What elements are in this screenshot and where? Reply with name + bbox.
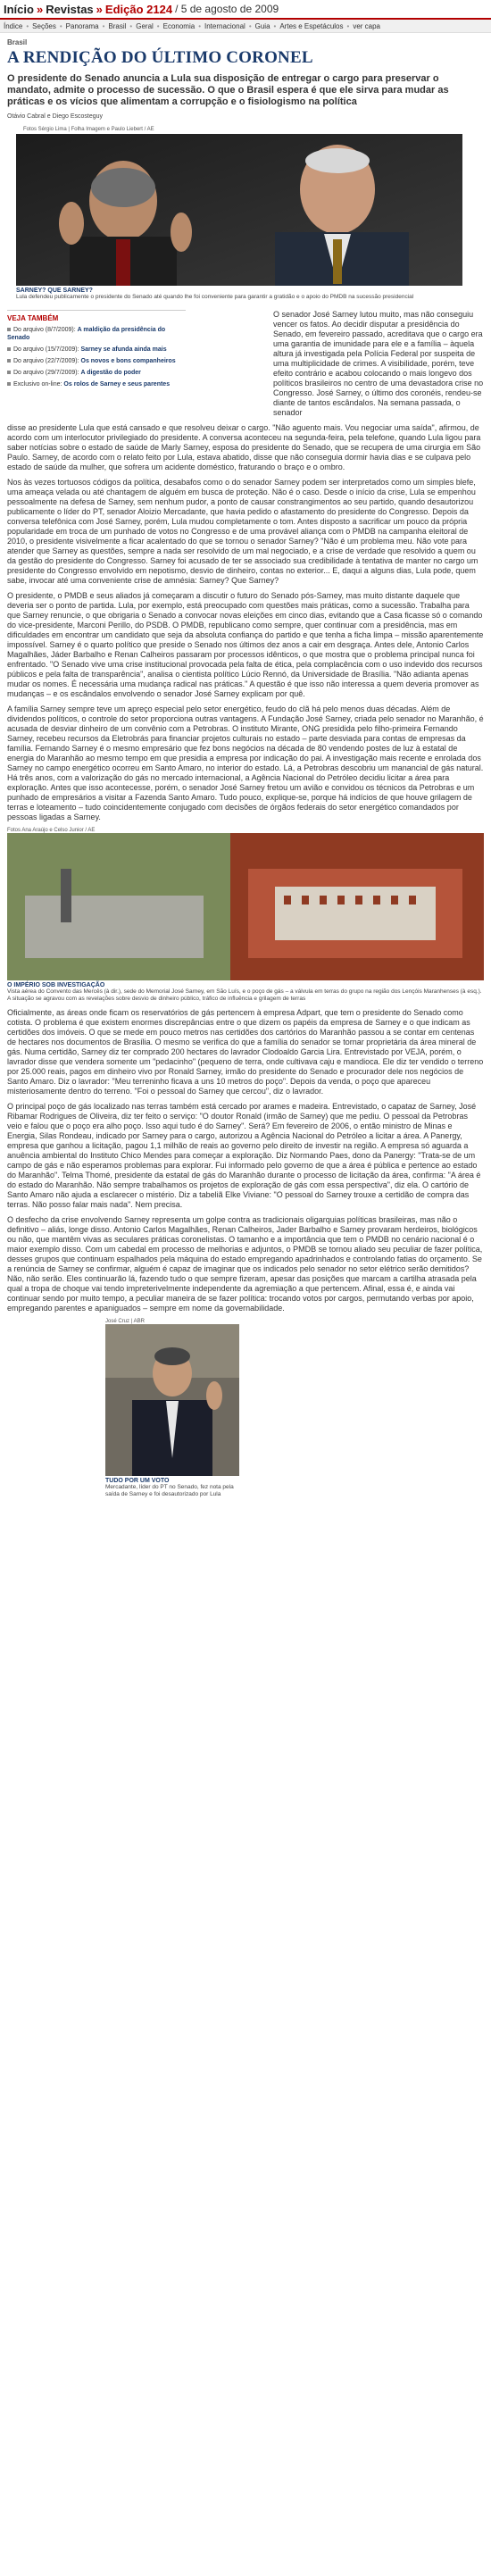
- convent-gas-photo: [7, 833, 484, 980]
- see-also-row: [7, 310, 484, 418]
- see-also-box: [7, 310, 186, 418]
- section-label: Brasil: [7, 38, 28, 46]
- bullet-icon: [7, 371, 11, 374]
- paragraph-4: A família Sarney sempre teve um apreço especial pelo setor energético, feudo do clã há pelo menos duas décadas. Além de dividendos políticos, o controle do setor proporciona outras vantagens. A Fundação José Sarney, criada pelo senador no Maranhão, é acusada de desviar dinheiro de um convênio com a Petrobras. O instituto Mirante, ONG presidida pelo filho-primeira Fernando Sarney, recebeu recursos da Eletrobrás para financiar projetos culturais no estado – parte desviada para contas de empresas da família. Fernando Sarney é o mesmo empresário que fez bons negócios na década de 80 vendendo postes de luz à estatal de energia do Maranhão ao mesmo tempo em que presidia a empresa por indicação do pai. A investigação mais recente e enrolada dos Sarney no campo energético ocorreu em Santo Amaro, no interior do estado. Lá, a Petrobras descobriu um manancial de gás natural. Há três anos, com a valorização do gás no mercado internacional, a Agência Nacional do Petróleo decidiu licitar a área para exploração. Antes que isso acontecesse, porém, o senador José Sarney fretou um avião e convidou os técnicos da Petrobras e um punhado de empresários a visitar a Fazenda Santo Amaro. Tudo pouco, explique-se, porque há indícios de que houve grilagem de terras e loteamento – tudo coincidentemente conjugado com decisões de órgãos federais do setor energético comandados por pessoas ligadas a Sarney.: [7, 704, 484, 821]
- photo-caption: Mercadante, líder do PT no Senado, fez nota pela saída de Sarney e foi desautorizado por Lula: [105, 1484, 234, 1497]
- see-also-title: VEJA TAMBÉM: [7, 314, 59, 322]
- photo-caption: Lula defendeu publicamente o presidente do Senado até quando lhe foi conveniente para garantir a gratidão e o apoio do PMDB na sucessão presidencial: [16, 294, 414, 300]
- see-also-item[interactable]: Do arquivo (22/7/2009): Os novos e bons companheiros: [7, 357, 186, 365]
- paragraph-3: O presidente, o PMDB e seus aliados já começaram a discutir o futuro do Senado pós-Sarney, mas muito distante daquele que deveria ser o ponto de partida. Lula, por exemplo, está preocupado com questões mais práticas, como a sucessão. Trabalha para que Sarney renuncie, o que obrigaria o Senado a convocar novas eleições em cinco dias, evitando que a Casa ficasse só o comando do vice-presidente, Marconi Perillo, do PSDB. O PMDB, republicano como sempre, quer continuar com a presidência, mas em dificuldades em encontrar um candidato que seja da absoluta confiança do partido e que tenha a ficha limpa – missão aparentemente impossível. Sarney é o quarto político que preside o Senado nos últimos dez anos a cair em desgraça. Antes dele, Antonio Carlos Magalhães, Jáder Barbalho e Renan Calheiros passaram por processos idênticos, o que mostra que o problema principal nunca foi enfrentado. "O Senado vive uma crise institucional provocada pela falta de ética, pela complacência com o uso indevido dos recursos públicos e pela falta de transparência", analisa o cientista político Lúcio Rennó, da Universidade de Brasília. "Não adianta apenas mudar os nomes. É necessária uma mudança radical nas práticas." A questão é que isso não interessa a quem deveria promover as mudanças – e os escândalos envolvendo o senador José Sarney explicam por quê.: [7, 591, 484, 698]
- see-also-link[interactable]: Os novos e bons companheiros: [80, 358, 176, 364]
- brand-link[interactable]: Revistas: [46, 2, 94, 16]
- separator-icon: »: [96, 2, 103, 16]
- see-also-link[interactable]: A maldição da presidência do Senado: [7, 327, 166, 341]
- photo-credit: José Cruz | ABR: [105, 1319, 145, 1324]
- see-also-link[interactable]: Os rolos de Sarney e seus parentes: [63, 381, 171, 388]
- photo-caption-title: SARNEY? QUE SARNEY?: [16, 288, 93, 294]
- paragraph-5: Oficialmente, as áreas onde ficam os reservatórios de gás pertencem à empresa Adpart, que tem o presidente do Senado como cotista. O problema é que existem enormes discrepâncias entre o que dizem os papéis da empresa de Sarney e o que indicam as certidões dos imóveis. O que se mede em pouco metros nas certidões dos cartórios do Maranhão passou a se contar em centenas de hectares nos documentos de Brasília. O mesmo se verifica do que a família do senador se tornar proprietária da área mineral de gás. Numa certidão, Sarney diz ter comprado 200 hectares do lavrador Clodoaldo Garcia Lira. Entrevistado por VEJA, porém, o lavrador disse que vendera somente um "pedacinho" (pequeno de terra, onde cultivava caju e mandioca. Ele diz ter vendido o terreno por 25.000 reais, pagos em dinheiro vivo por Ronald Sarney, irmão do presidente do Senado e procurador dele nos negócios de Santo Amaro. Diz o lavrador: "Meu terreninho ficava a uns 10 metros do poço". Depois da venda, o poço que apareceu misteriosamente dentro do terreno. "Foi o pessoal do Sarney que cercou", diz o lavrador.: [7, 1008, 484, 1096]
- separator-icon: »: [36, 2, 44, 16]
- nav-item-economia[interactable]: Economia: [162, 21, 196, 30]
- nav-item-guia[interactable]: Guia: [254, 21, 270, 30]
- see-also-link[interactable]: A digestão do poder: [80, 370, 141, 376]
- photo-caption-title: O IMPÉRIO SOB INVESTIGAÇÃO: [7, 982, 105, 988]
- top-bar: [0, 0, 491, 20]
- section-nav: Índice • Seções • Panorama • Brasil • Geral • Economia • Internacional • Guia • Artes e Espetáculos • ver capa: [0, 20, 491, 33]
- paragraph-1-side: O senador José Sarney lutou muito, mas não conseguiu vencer os fatos. Ao decidir disputar a presidência do Senado, em fevereiro passado, acreditava que o cargo era uma garantia de imunidade para ele e a família – àquela altura já investigada pela Polícia Federal por suspeita de uma multiplicidade de crimes. A visibilidade, porém, teve efeito contrário e acabou colocando o mais longevo dos políticos brasileiros no centro de uma devastadora crise no Congresso. José Sarney, o último dos coronéis, rendeu-se diante de tantos escândalos. Na semana passada, o senador: [273, 310, 484, 417]
- photo-illustration: [7, 833, 484, 980]
- photo-illustration: [105, 1324, 239, 1476]
- paragraph-2: Nos às vezes tortuosos códigos da política, desabafos como o do senador Sarney podem ser interpretados como um simples blefe, uma ameaça velada ou até chantagem de alguém em busca de proteção. Não é o caso. Desde o início da crise, Lula se empenhou pessoalmente na defesa de Sarney, sem nenhum pudor, a ponto de causar constrangimentos ao seu partido, quando desautorizou publicamente o líder do PT, senador Aloizio Mercadante, que havia pedido o afastamento do presidente do Congresso. Depois da conversa telefônica com José Sarney, porém, Lula mudou completamente o tom. Antes disposto a sacrificar um pouco da própria popularidade em troca de um punhado de votos no Congresso e de uma provável aliança com o PMDB na campanha eleitoral de 2010, o presidente visivelmente a ficar acalentado do que se tornou o senador Sarney? "Não é um problema meu. Não vote para atender que Sarney as questões, sempre a nada ser resolvido de um mal negociado, e a crise de verdade que resolvido a quem ou da gestão do presidente do Congresso. Sarney foi acusado de ter se associado sua credibilidade à tentativa de manter no cargo um presidente do Congresso envolvido em nepotismo, desvio de dinheiro, contas no exterior... E, daqui a alguns dias, Lula pode, quem sabe, invocar até uma conveniente crise de amnésia: Sarney? Que Sarney?: [7, 478, 479, 585]
- photo-illustration: [16, 134, 462, 286]
- bullet-icon: [7, 382, 11, 386]
- paragraph-6: O principal poço de gás localizado nas terras também está cercado por arames e madeira. Entrevistado, o capataz de Sarney, José Ribamar Rodrigues de Oliveira, diz ter feito o serviço: "O doutor Ronald (irmão de Sarney) que me pediu. O pessoal da Petrobras veio e falou que o poço era alho poço. Isso aqui tudo é do Sarney". Será? Em fevereiro de 2006, o então ministro de Minas e Energia, Silas Rondeau, indicado por Sarney para o cargo, autorizou a Agência Nacional do Petróleo a licitar a área. A Panergy, empresa que ganhou a licitação, pagou 1,1 milhão de reais ao governo pelo direito de investir na região. A empresa só aguarda a anuência ambiental do Instituto Chico Mendes para começar a exploração. Diz Normando Paes, dono da Panergy: "Trata-se de um campo de gás e não esperamos problemas para explorar. Fui informado pelo governo de que a área é pública e pertence ao estado do Maranhão". Telma Thomé, presidente da estatal de gás do Maranhão durante o processo de licitação da área, confirma: "A área é do estado do Maranhão. Não sempre trabalhamos os projetos de exploração de gás com essa perspectiva", diz ela. O cartório de Santo Amaro não ajuda a esclarecer o mistério. Diz a tabeliã Elke Viviane: "O pessoal do Sarney trouxe a certidão de compra das terras. Não posso falar mais nada". Nem precisa.: [7, 1102, 481, 1209]
- nav-item-brasil[interactable]: Brasil: [108, 21, 127, 30]
- lula-sarney-photo: [16, 134, 462, 286]
- photo-caption-title: TUDO POR UM VOTO: [105, 1478, 170, 1484]
- article-title: A RENDIÇÃO DO ÚLTIMO CORONEL: [7, 48, 313, 67]
- see-also-item[interactable]: Do arquivo (29/7/2009): A digestão do poder: [7, 369, 186, 377]
- nav-item-secoes[interactable]: Seções: [32, 21, 56, 30]
- photo-caption: Vista aérea do Convento das Mercês (à dir.), sede do Memorial José Sarney, em São Luís, e o poço de gás – a válvula em terras do grupo na região dos Lençóis Maranhenses (à esq.). A situação se agravou com as revelações sobre desvio de dinheiro público, tráfico de influência e grilagem de terras: [7, 988, 482, 1002]
- article: [0, 38, 491, 1498]
- bullet-icon: [7, 328, 11, 331]
- photo-credit: Fotos Ana Araújo e Celso Junior / AE: [7, 828, 96, 833]
- nav-item-artes[interactable]: Artes e Espetáculos: [279, 21, 344, 30]
- mercadante-photo: [105, 1324, 239, 1476]
- paragraph-7: O desfecho da crise envolvendo Sarney representa um golpe contra as tradicionais oligarquias políticas brasileiras, mas não o definitivo – aliás, longe disso. Antonio Carlos Magalhães, Renan Calheiros, Jader Barbalho e Sarney provaram herdeiros, biológicos ou não, que mantêm vivas as seculares práticas coronelistas. O tamanho e a importância que tem o PMDB no cenário nacional é o maior exemplo disso. Com um cabedal em processo de melhorias e adjuntos, o PMDB se tornou aliado seu peculiar de fazer política, desses grupos que continuam espalhados pela máquina do estado empregando apadrinhados e controlando fatias do orçamento. Se a renúncia de Sarney se confirmar, alguém é capaz de imaginar que os indicados pelo senador no setor elétrico serão demitidos? Não, não serão. Eles continuarão lá, fazendo tudo o que sempre fizeram, apesar das posições que marcam a cartilha atrasada pela qual a tropa de choque vai tendo impreterivelmente independente da agremiação a que pertencem. Afinal, essa é, e ainda vai continuar sendo por muito tempo, a peculiar maneira de se fazer política: trocando votos por cargos, permutando verbas por apoio, empregando parentes e apaniguados – sempre em nome da governabilidade.: [7, 1215, 483, 1313]
- bullet-icon: [7, 359, 11, 363]
- photo-credit: Fotos Sérgio Lima | Folha Imagem e Paulo Liebert / AE: [23, 127, 154, 132]
- bullet-icon: [7, 347, 11, 351]
- nav-item-internacional[interactable]: Internacional: [204, 21, 246, 30]
- nav-item-ver-capa[interactable]: ver capa: [353, 21, 380, 30]
- article-lead: O presidente do Senado anuncia a Lula sua disposição de entregar o cargo para preservar o mandato, admite o processo de sucessão. O que o Brasil espera é que ele sirva para mudar as práticas e os vícios que alimentam a corrupção e o fisiologismo na política: [7, 73, 449, 107]
- see-also-link[interactable]: Sarney se afunda ainda mais: [80, 346, 167, 353]
- see-also-item[interactable]: Do arquivo (15/7/2009): Sarney se afunda ainda mais: [7, 346, 186, 354]
- edition-date: / 5 de agosto de 2009: [175, 3, 279, 15]
- paragraph-1: disse ao presidente Lula que está cansado e que resolveu deixar o cargo. "Não aguento mais. Vou negociar uma saída", afirmou, de acordo com um interlocutor privilegiado do presidente. A conversa aconteceu na segunda-feira, pela telefone, quando Lula ligou para saber notícias sobre o estado de saúde de Marly Sarney, esposa do presidente do Senado, que se recupera de uma cirurgia em São Paulo. Sarney, de acordo com o relato feito por Lula, estava abatido, disse que não conseguia dormir havia dias e se culpava pelo estado de saúde da mulher, que sofrera um acidente doméstico, fraturando o braço e o ombro.: [7, 423, 481, 471]
- see-also-item[interactable]: Exclusivo on-line: Os rolos de Sarney e seus parentes: [7, 380, 186, 388]
- edition-link[interactable]: Edição 2124: [104, 2, 173, 16]
- mercadante-photo-block: [105, 1319, 484, 1498]
- see-also-item[interactable]: Do arquivo (8/7/2009): A maldição da presidência do Senado: [7, 327, 166, 341]
- nav-item-geral[interactable]: Geral: [136, 21, 154, 30]
- byline: Otávio Cabral e Diego Escosteguy: [7, 113, 103, 120]
- nav-item-panorama[interactable]: Panorama: [65, 21, 99, 30]
- nav-item-indice[interactable]: Índice: [4, 21, 23, 30]
- home-link[interactable]: Início: [4, 2, 34, 16]
